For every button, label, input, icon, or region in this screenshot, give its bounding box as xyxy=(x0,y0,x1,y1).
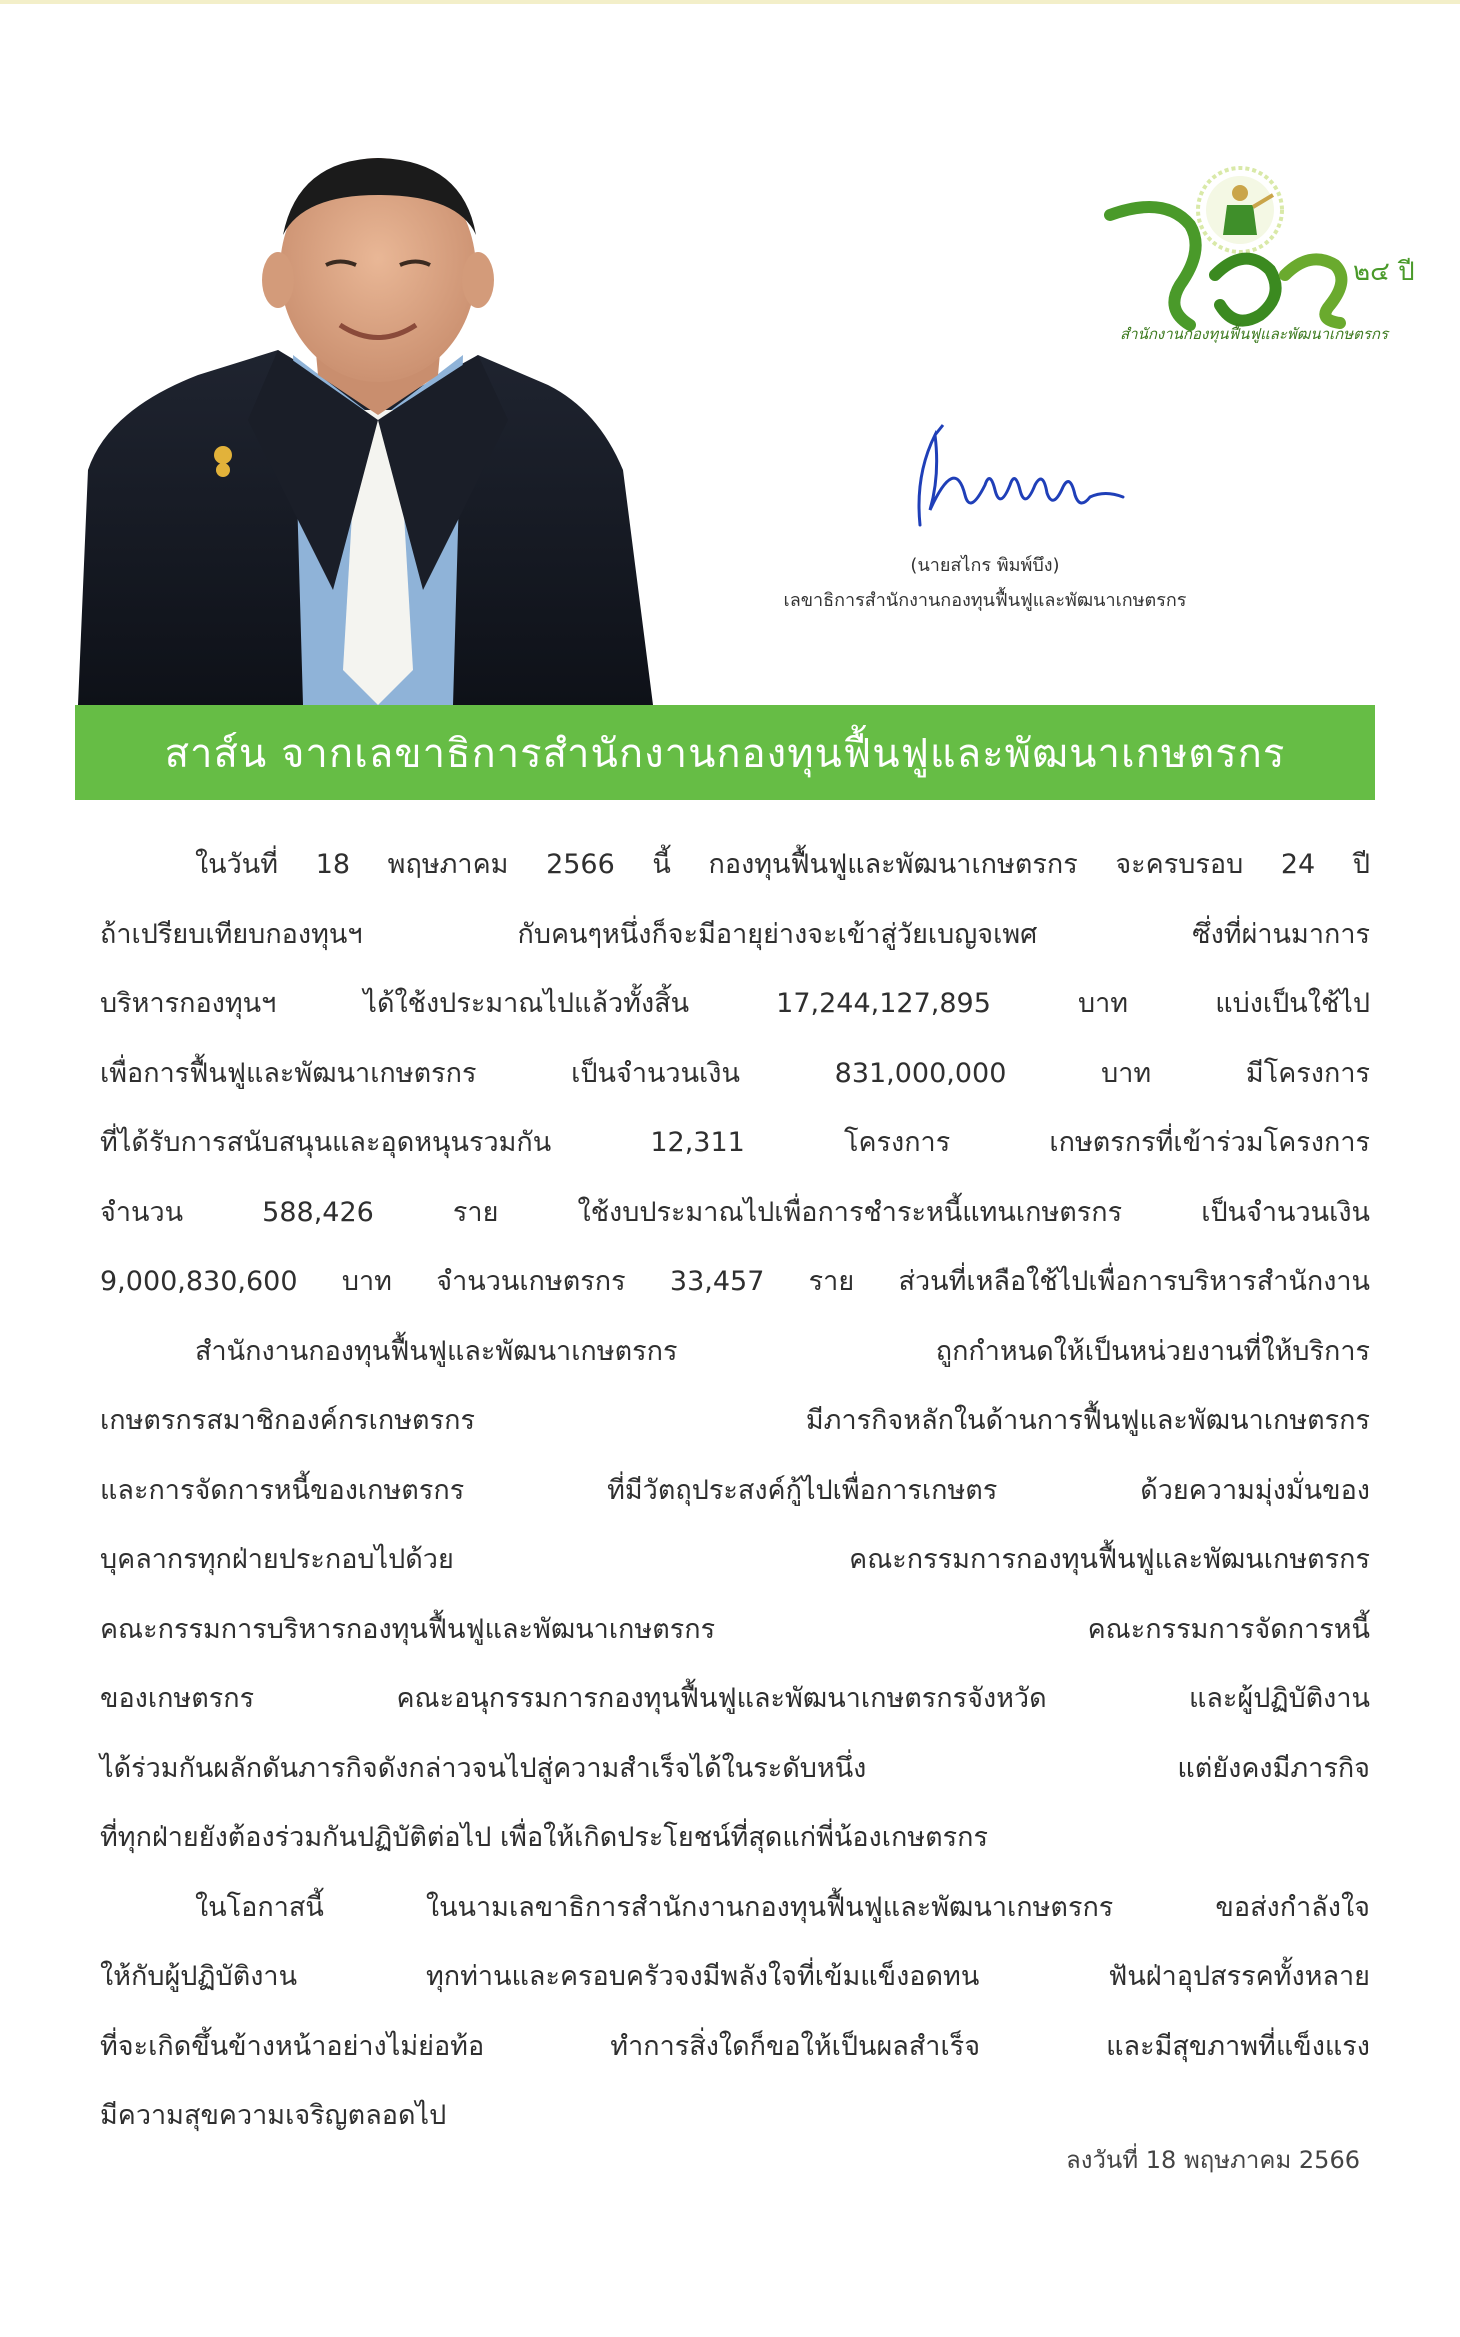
body-line: ที่ได้รับการสนับสนุนและอุดหนุนรวมกัน 12,311 โครงการ เกษตรกรที่เข้าร่วมโครงการ xyxy=(100,1127,1370,1158)
body-line: 9,000,830,600 บาท จำนวนเกษตรกร 33,457 ราย ส่วนที่เหลือใช้ไปเพื่อการบริหารสำนักงาน xyxy=(100,1266,1370,1297)
body-line: บุคลากรทุกฝ่ายประกอบไปด้วย คณะกรรมการกองทุนฟื้นฟูและพัฒนเกษตรกร xyxy=(100,1544,1370,1575)
handwritten-signature xyxy=(895,415,1125,545)
body-line: จำนวน 588,426 ราย ใช้งบประมาณไปเพื่อการชำระหนี้แทนเกษตรกร เป็นจำนวนเงิน xyxy=(100,1196,1370,1228)
body-line: ที่จะเกิดขึ้นข้างหน้าอย่างไม่ย่อท้อ ทำการสิ่งใดก็ขอให้เป็นผลสำเร็จ และมีสุขภาพที่แข็งแรง xyxy=(100,2030,1370,2062)
top-border-line xyxy=(0,0,1460,4)
body-line: มีความสุขความเจริญตลอดไป xyxy=(100,2100,447,2131)
signer-name: (นายสไกร พิมพ์บึง) xyxy=(910,555,1060,576)
body-line: และการจัดการหนี้ของเกษตรกร ที่มีวัตถุประสงค์กู้ไปเพื่อการเกษตร ด้วยความมุ่งมั่นของ xyxy=(100,1474,1370,1506)
message-body xyxy=(100,830,1370,2151)
body-line: คณะกรรมการบริหารกองทุนฟื้นฟูและพัฒนาเกษตรกร คณะกรรมการจัดการหนี้ xyxy=(100,1613,1370,1645)
signer-title: เลขาธิการสำนักงานกองทุนฟื้นฟูและพัฒนาเกษตรกร xyxy=(783,590,1187,611)
logo-caption: สำนักงานกองทุนฟื้นฟูและพัฒนาเกษตรกร xyxy=(1120,325,1389,343)
signed-date: ลงวันที่ 18 พฤษภาคม 2566 xyxy=(1066,2146,1360,2174)
body-line: ในวันที่ 18 พฤษภาคม 2566 นี้ กองทุนฟื้นฟูและพัฒนาเกษตรกร จะครบรอบ 24 ปี xyxy=(195,849,1370,880)
body-line: เกษตรกรสมาชิกองค์กรเกษตรกร มีภารกิจหลักในด้านการฟื้นฟูและพัฒนาเกษตรกร xyxy=(100,1405,1370,1436)
title-banner xyxy=(75,705,1375,800)
portrait-photo xyxy=(78,170,668,705)
body-line: เพื่อการฟื้นฟูและพัฒนาเกษตรกร เป็นจำนวนเงิน 831,000,000 บาท มีโครงการ xyxy=(100,1057,1370,1089)
body-line: บริหารกองทุนฯ ได้ใช้งประมาณไปแล้วทั้งสิ้น 17,244,127,895 บาท แบ่งเป็นใช้ไป xyxy=(100,988,1370,1019)
logo-years-text: ๒๔ ปี xyxy=(1353,257,1415,287)
body-line: ในโอกาสนี้ ในนามเลขาธิการสำนักงานกองทุนฟื้นฟูและพัฒนาเกษตรกร ขอส่งกำลังใจ xyxy=(195,1891,1370,1923)
body-line: ได้ร่วมกันผลักดันภารกิจดังกล่าวจนไปสู่ความสำเร็จได้ในระดับหนึ่ง แต่ยังคงมีภารกิจ xyxy=(100,1752,1370,1784)
body-line: ของเกษตรกร คณะอนุกรรมการกองทุนฟื้นฟูและพัฒนาเกษตรกรจังหวัด และผู้ปฏิบัติงาน xyxy=(100,1683,1370,1714)
body-line: ถ้าเปรียบเทียบกองทุนฯ กับคนๆหนึ่งก็จะมีอายุย่างจะเข้าสู่วัยเบญจเพศ ซึ่งที่ผ่านมาการ xyxy=(100,918,1370,950)
banner-title: สาส์น จากเลขาธิการสำนักงานกองทุนฟื้นฟูและพัฒนาเกษตรกร xyxy=(164,730,1286,777)
body-line: ให้กับผู้ปฏิบัติงาน ทุกท่านและครอบครัวจงมีพลังใจที่เข้มแข็งอดทน ฟันฝ่าอุปสรรคทั้งหลาย xyxy=(100,1961,1370,1992)
body-line: ที่ทุกฝ่ายยังต้องร่วมกันปฏิบัติต่อไป เพื่อให้เกิดประโยชน์ที่สุดแก่พี่น้องเกษตรกร xyxy=(100,1822,988,1853)
body-line: สำนักงานกองทุนฟื้นฟูและพัฒนาเกษตรกร ถูกกำหนดให้เป็นหน่วยงานที่ให้บริการ xyxy=(195,1335,1370,1367)
